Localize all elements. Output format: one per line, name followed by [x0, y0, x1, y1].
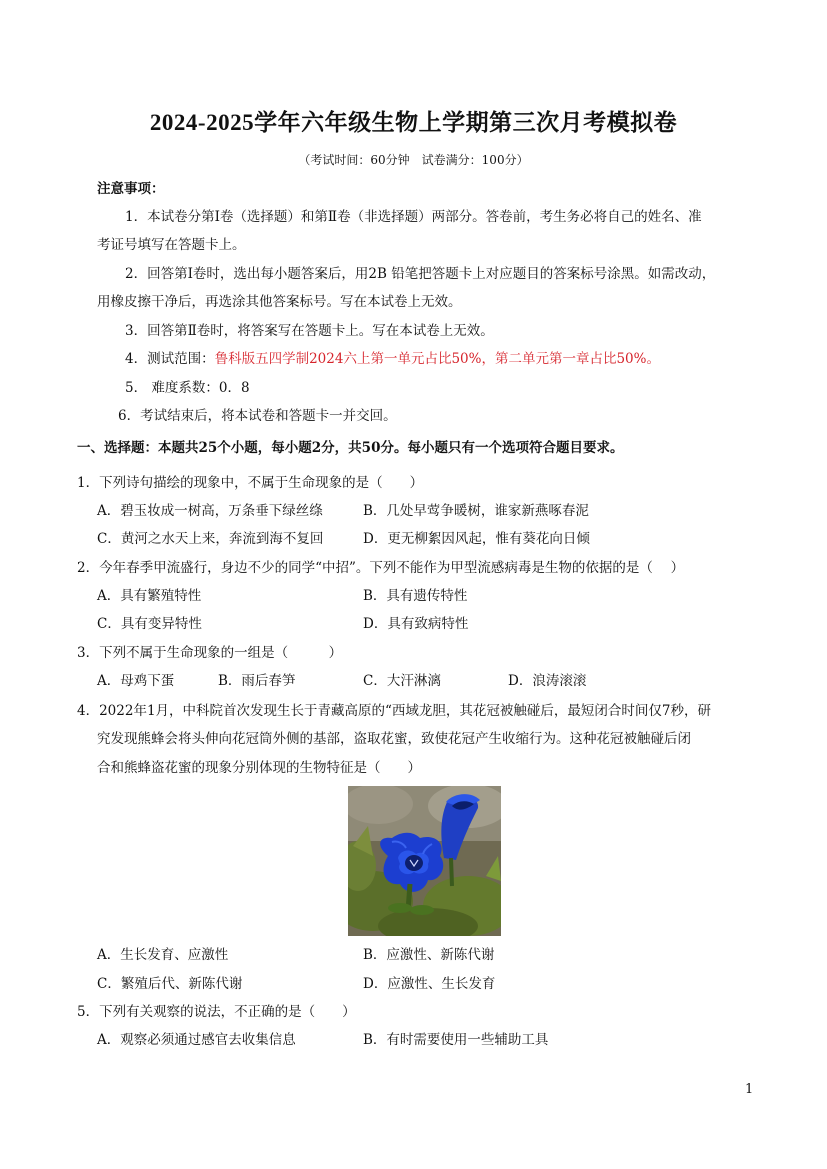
gentian-flower-photo: [348, 786, 501, 936]
note-4-scope: 鲁科版五四学制2024六上第一单元占比50%，第二单元第一章占比50%。: [214, 351, 660, 367]
question-1-option-a: A．碧玉妆成一树高，万条垂下绿丝绦: [97, 503, 323, 519]
question-1-option-c: C．黄河之水天上来，奔流到海不复回: [97, 531, 324, 547]
question-2-option-b: B．具有遗传特性: [363, 588, 468, 604]
note-6: 6．考试结束后，将本试卷和答题卡一并交回。: [118, 408, 397, 424]
question-4-option-c: C．繁殖后代、新陈代谢: [97, 976, 243, 992]
question-5-stem: 5．下列有关观察的说法，不正确的是（ ）: [77, 1004, 356, 1020]
note-4-prefix: 4．测试范围：: [125, 351, 215, 367]
note-1-line-2: 考证号填写在答题卡上。: [97, 237, 246, 253]
question-2-stem: 2．今年春季甲流盛行，身边不少的同学“中招”。下列不能作为甲型流感病毒是生物的依据的是（ ）: [77, 560, 685, 576]
note-2-line-1: 2．回答第Ⅰ卷时，选出每小题答案后，用2B 铅笔把答题卡上对应题目的答案标号涂黑。如需改动，: [125, 266, 716, 282]
question-3-option-a: A．母鸡下蛋: [97, 673, 175, 689]
notes-heading: 注意事项：: [97, 181, 165, 197]
question-4-stem-line-2: 究发现熊蜂会将头伸向花冠筒外侧的基部，盗取花蜜，致使花冠产生收缩行为。这种花冠被触碰后闭: [97, 731, 691, 747]
question-3-option-c: C．大汗淋漓: [363, 673, 441, 689]
note-4: [125, 350, 660, 368]
exam-time-note: （考试时间：60分钟 试卷满分：100分）: [298, 153, 529, 167]
note-2-line-2: 用橡皮擦干净后，再选涂其他答案标号。写在本试卷上无效。: [97, 294, 462, 310]
note-1-line-1: 1．本试卷分第Ⅰ卷（选择题）和第Ⅱ卷（非选择题）两部分。答卷前，考生务必将自己的姓名、准: [125, 209, 702, 225]
question-4-option-d: D．应激性、生长发育: [363, 976, 496, 992]
question-1-stem: 1．下列诗句描绘的现象中，不属于生命现象的是（ ）: [77, 475, 424, 491]
question-2-option-c: C．具有变异特性: [97, 616, 202, 632]
note-3: 3．回答第Ⅱ卷时，将答案写在答题卡上。写在本试卷上无效。: [125, 323, 494, 339]
question-4-option-b: B．应激性、新陈代谢: [363, 947, 495, 963]
page-number: 1: [745, 1082, 754, 1097]
question-4-stem-line-1: 4．2022年1月，中科院首次发现生长于青藏高原的“西域龙胆，其花冠被触碰后，最短闭合时间仅7秒，研: [77, 703, 712, 719]
question-5-option-b: B．有时需要使用一些辅助工具: [363, 1032, 549, 1048]
question-1-option-b: B．几处早莺争暖树，谁家新燕啄春泥: [363, 503, 589, 519]
question-3-option-d: D．浪涛滚滚: [508, 673, 587, 689]
question-3-stem: 3．下列不属于生命现象的一组是（ ）: [77, 645, 343, 661]
question-3-option-b: B．雨后春笋: [218, 673, 296, 689]
question-4-option-a: A．生长发育、应激性: [97, 947, 229, 963]
question-4-stem-line-3: 合和熊蜂盗花蜜的现象分别体现的生物特征是（ ）: [97, 760, 421, 776]
page-title: 2024-2025学年六年级生物上学期第三次月考模拟卷: [149, 110, 678, 135]
section-heading: 一、选择题：本题共25个小题，每小题2分，共50分。每小题只有一个选项符合题目要求。: [77, 440, 624, 456]
note-5: 5． 难度系数：0．8: [125, 380, 250, 396]
question-2-option-d: D．具有致病特性: [363, 616, 469, 632]
question-2-option-a: A．具有繁殖特性: [97, 588, 202, 604]
question-5-option-a: A．观察必须通过感官去收集信息: [97, 1032, 296, 1048]
question-1-option-d: D．更无柳絮因风起，惟有葵花向日倾: [363, 531, 590, 547]
